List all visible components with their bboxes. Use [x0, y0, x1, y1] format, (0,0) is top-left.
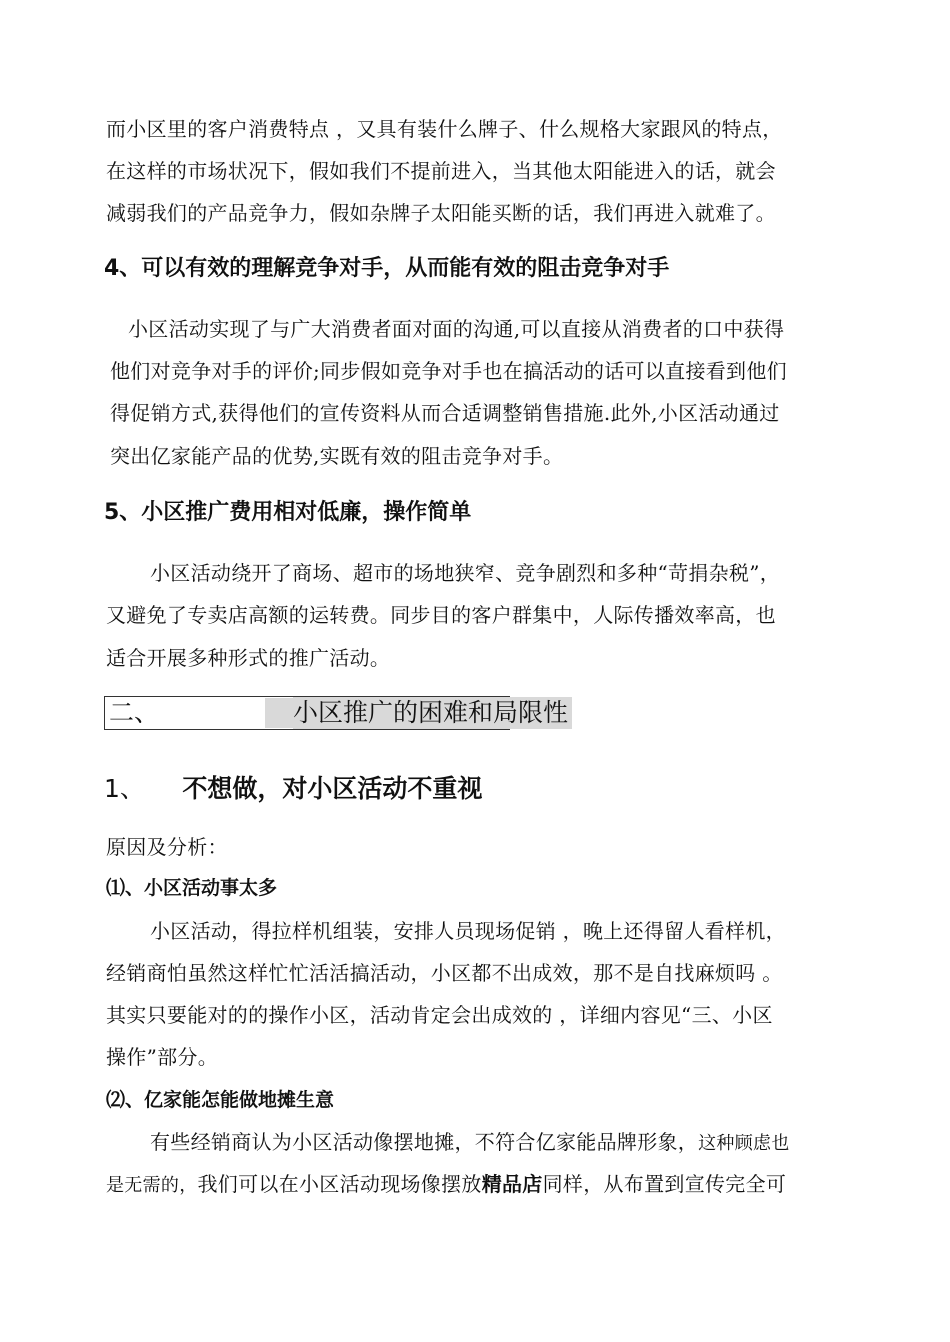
heading-number: 1、 [104, 774, 145, 803]
text-line: 又避免了专卖店高额的运转费。同步目的客户群集中，人际传播效率高，也 [106, 603, 776, 627]
reason-label: 原因及分析： [106, 835, 228, 859]
text-line: 经销商怕虽然这样忙忙活活搞活动，小区都不出成效，那不是自找麻烦吗 。 [106, 961, 783, 985]
text-line: 小区活动绕开了商场、超市的场地狭窄、竞争剧烈和多种“苛捐杂税”， [150, 561, 781, 585]
heading-4: 4、可以有效的理解竞争对手，从而能有效的阻击竞争对手 [104, 256, 670, 281]
bold-text: 精品店 [481, 1172, 543, 1196]
text-line: 突出亿家能产品的优势,实既有效的阻击竞争对手。 [110, 444, 564, 468]
text-line [150, 1128, 790, 1158]
text-line [106, 1170, 786, 1200]
text-line: 得促销方式,获得他们的宣传资料从而合适调整销售措施.此外,小区活动通过 [110, 401, 780, 425]
text-line: 在这样的市场状况下，假如我们不提前进入，当其他太阳能进入的话，就会 [106, 159, 776, 183]
section-title: 小区推广的困难和局限性 [293, 697, 572, 729]
text-line: 减弱我们的产品竞争力，假如杂牌子太阳能买断的话，我们再进入就难了。 [106, 201, 776, 225]
section-heading-box [104, 696, 569, 730]
subheading-1: ⑴、小区活动事太多 [106, 877, 278, 899]
heading-5: 5、小区推广费用相对低廉，操作简单 [104, 500, 472, 525]
text-line: 其实只要能对的的操作小区，活动肯定会出成效的 ，详细内容见“三、小区 [106, 1003, 773, 1027]
heading-text: 不想做，对小区活动不重视 [182, 774, 483, 803]
heading-shading [265, 698, 293, 728]
text-line: 适合开展多种形式的推广活动。 [106, 646, 391, 670]
text-line: 而小区里的客户消费特点 ，又具有装什么牌子、什么规格大家跟风的特点， [106, 117, 783, 141]
subheading-2: ⑵、亿家能怎能做地摊生意 [106, 1089, 335, 1111]
text-line: 小区活动，得拉样机组装，安排人员现场促销 ，晚上还得留人看样机， [150, 919, 786, 943]
text-segment: 我们可以在小区活动现场像摆放 [197, 1172, 482, 1196]
section-number: 二、 [109, 698, 160, 727]
text-line: 操作”部分。 [106, 1045, 219, 1069]
text-segment-small: 是无需的， [106, 1175, 198, 1196]
text-line: 他们对竞争对手的评价;同步假如竞争对手也在搞活动的话可以直接看到他们 [110, 359, 787, 383]
heading-1 [104, 772, 482, 806]
text-segment: 同样，从布置到宣传完全可 [542, 1172, 787, 1196]
text-segment: 有些经销商认为小区活动像摆地摊，不符合亿家能品牌形象， [150, 1130, 699, 1154]
text-line: 小区活动实现了与广大消费者面对面的沟通,可以直接从消费者的口中获得 [128, 317, 785, 341]
text-segment-small: 这种顾虑也 [698, 1133, 790, 1154]
